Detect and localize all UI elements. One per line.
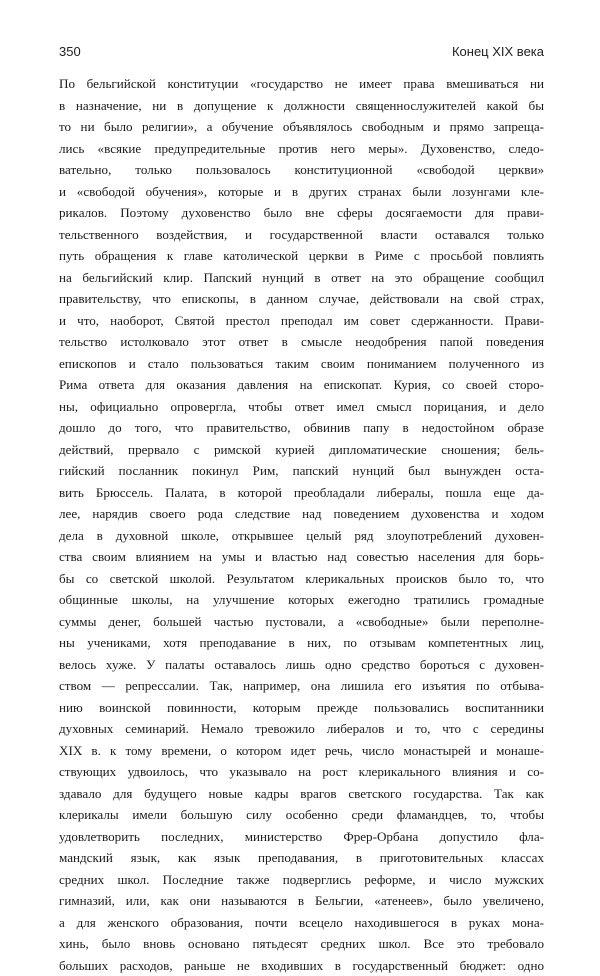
text-line: По бельгийской конституции «государство не имеет права вмешиваться ни — [59, 73, 544, 95]
text-line: ством — репрессалии. Так, например, она лишила его изъятия по отбыва- — [59, 675, 544, 697]
text-line: хинь, было вновь основано пятьдесят средних школ. Все это требовало — [59, 933, 544, 955]
text-line: бы со светской школой. Результатом клерикальных происков было то, что — [59, 568, 544, 590]
text-line: тельство истолковало этот ответ в смысле неодобрения папой поведения — [59, 331, 544, 353]
text-line: вить Брюссель. Палата, в которой преобладали либералы, пошла еще да- — [59, 482, 544, 504]
text-line: ства своим влиянием на умы и властью над совестью населения для борь- — [59, 546, 544, 568]
text-line: нию воинской повинности, которым прежде пользовались воспитанники — [59, 697, 544, 719]
text-line: суммы денег, большей частью пустовали, а «свободные» были переполне- — [59, 611, 544, 633]
text-line: лее, нарядив своего рода следствие над поведением духовенства и ходом — [59, 503, 544, 525]
text-line: ны, официально опровергла, чтобы ответ имел смысл порицания, и дело — [59, 396, 544, 418]
text-line: удовлетворить последних, министерство Фрер-Орбана допустило фла- — [59, 826, 544, 848]
text-line: на бельгийский клир. Папский нунций в ответ на это обращение сообщил — [59, 267, 544, 289]
text-line: и «свободой обучения», которые и в других странах были лозунгами кле- — [59, 181, 544, 203]
text-line: то ни было религии», а обучение объявлялось свободным и прямо запреща- — [59, 116, 544, 138]
text-line: тельственного воздействия, и государственной власти оставался только — [59, 224, 544, 246]
text-line: средних школ. Последние также подверглись реформе, и число мужских — [59, 869, 544, 891]
text-line: дошло до того, что правительство, обвинив папу в недостойном образе — [59, 417, 544, 439]
text-line: велось хуже. У палаты оставалось лишь одно средство бороться с духовен- — [59, 654, 544, 676]
running-head — [59, 44, 544, 62]
text-line: мандский язык, как язык преподавания, в приготовительных классах — [59, 847, 544, 869]
text-line: больших расходов, раньше не входивших в государственный бюджет: одно — [59, 955, 544, 976]
page-number: 350 — [59, 44, 81, 59]
text-line: гийский посланник покинул Рим, папский нунций был вынужден оста- — [59, 460, 544, 482]
text-line: лись «всякие предупредительные против него меры». Духовенство, следо- — [59, 138, 544, 160]
text-line: рикалов. Поэтому духовенство было вне сферы досягаемости для прави- — [59, 202, 544, 224]
text-line: и что, наоборот, Святой престол преподал им совет сдержанности. Прави- — [59, 310, 544, 332]
text-line: ствующих удвоилось, что указывало на рост клерикального влияния и со- — [59, 761, 544, 783]
text-line: общинные школы, на улучшение которых ежегодно тратились громадные — [59, 589, 544, 611]
text-line: а для женского образования, почти всецело находившегося в руках мона- — [59, 912, 544, 934]
text-line: клерикалы имели большую силу особенно среди фламандцев, то, чтобы — [59, 804, 544, 826]
text-line: в назначение, ни в допущение к должности священнослужителей какой бы — [59, 95, 544, 117]
text-line: ны учениками, хотя преподавание в них, по отзывам компетентных лиц, — [59, 632, 544, 654]
text-line: гимназий, или, как они называются в Бельгии, «атенеев», было увеличено, — [59, 890, 544, 912]
text-line: действий, прервало с римской курией дипломатические сношения; бель- — [59, 439, 544, 461]
section-title: Конец XIX века — [452, 44, 544, 59]
text-line: здавало для будущего новые кадры врагов светского государства. Так как — [59, 783, 544, 805]
text-line: правительству, что епископы, в данном случае, действовали на свой страх, — [59, 288, 544, 310]
body-text — [59, 73, 544, 976]
text-line: путь обращения к главе католической церкви в Риме с просьбой повлиять — [59, 245, 544, 267]
text-line: Рима ответа для оказания давления на епископат. Курия, со своей сторо- — [59, 374, 544, 396]
text-line: вательно, только пользовалось конституционной «свободой церкви» — [59, 159, 544, 181]
text-line: XIX в. к тому времени, о котором идет речь, число монастырей и монаше- — [59, 740, 544, 762]
text-line: епископов и стало пользоваться таким своим пониманием полученного из — [59, 353, 544, 375]
text-line: духовных семинарий. Немало тревожило либералов и то, что с середины — [59, 718, 544, 740]
text-line: дела в духовной школе, открывшее целый ряд злоупотреблений духовен- — [59, 525, 544, 547]
